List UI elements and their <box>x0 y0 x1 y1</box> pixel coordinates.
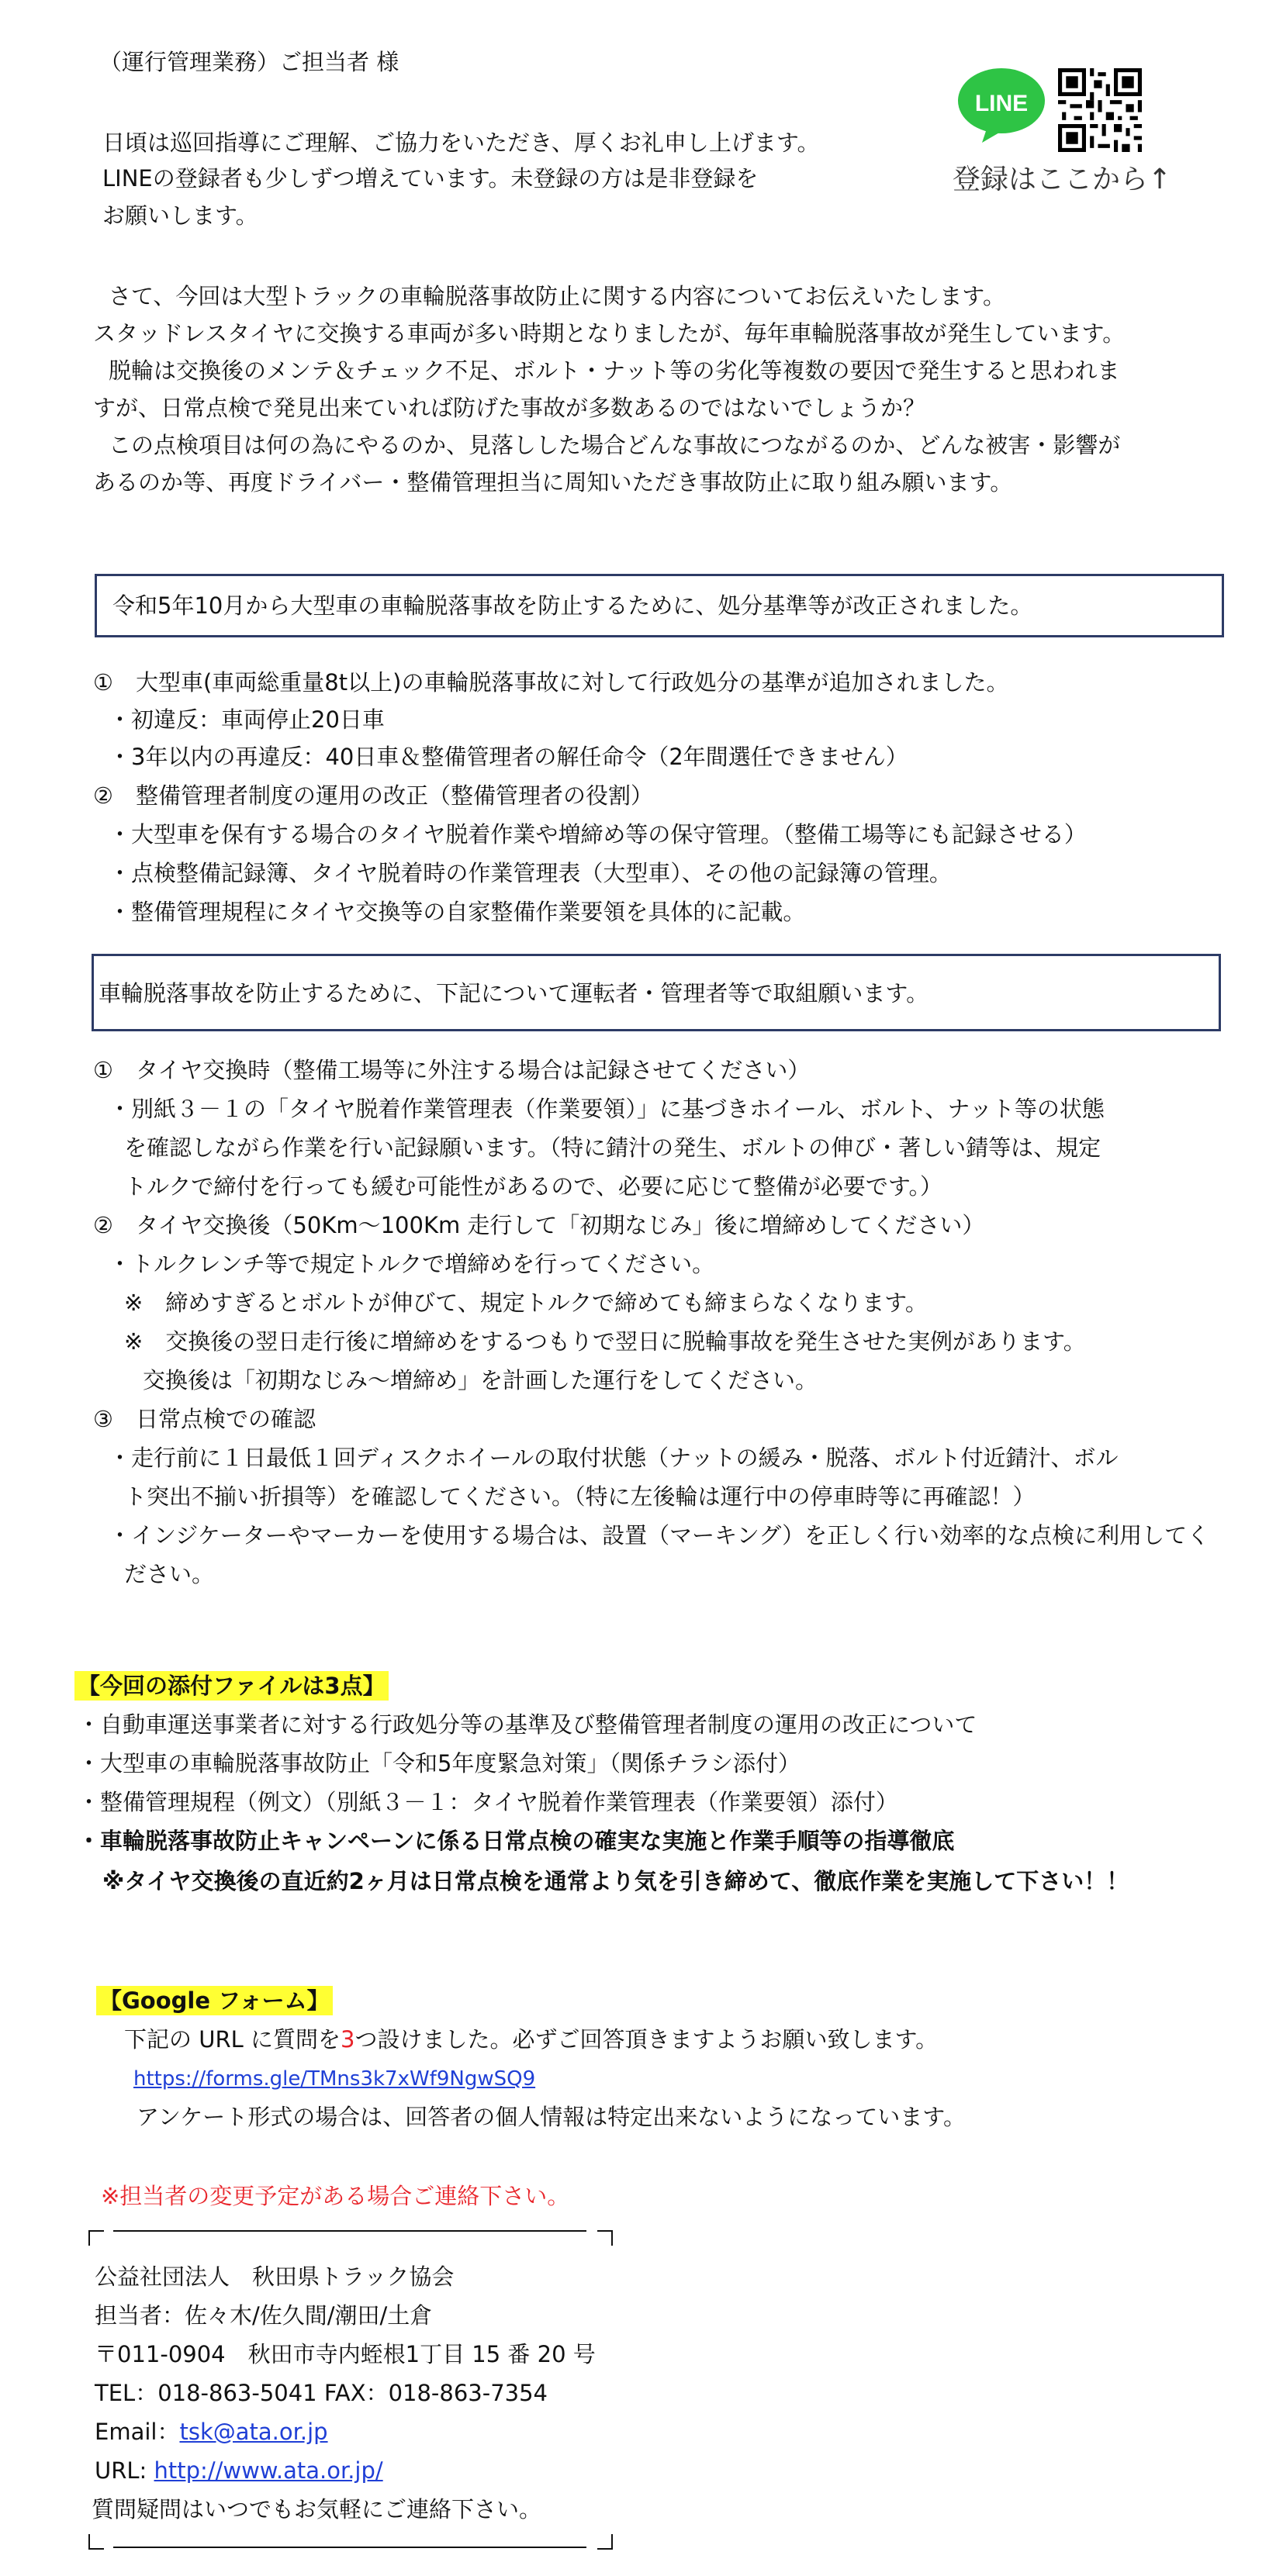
section1-item: ① 大型車(車両総重量8t以上)の車輪脱落事故に対して行政処分の基準が追加されました。 <box>93 669 1009 696</box>
contact-closing: 質問疑問はいつでもお気軽にご連絡下さい。 <box>92 2496 542 2522</box>
attachments-heading-text: 【今回の添付ファイルは3点】 <box>74 1671 389 1701</box>
section2-item: トルクで締付を行っても緩む可能性があるので、必要に応じて整備が必要です。） <box>124 1173 943 1200</box>
section1-item: ・点検整備記録簿、タイヤ脱着時の作業管理表（大型車）、その他の記録簿の管理。 <box>109 860 952 886</box>
section2-item: ② タイヤ交換後（50Km～100Km 走行して「初期なじみ」後に増締めしてください） <box>93 1212 985 1238</box>
body-line: さて、今回は大型トラックの車輪脱落事故防止に関する内容についてお伝えいたします。 <box>109 283 1005 309</box>
google-form-link[interactable]: https://forms.gle/TMns3k7xWf9NgwSQ9 <box>133 2067 536 2091</box>
divider-top <box>113 2230 586 2232</box>
bracket-top-right <box>597 2230 613 2246</box>
contact-email-label: Email： <box>95 2419 180 2445</box>
intro-line: LINEの登録者も少しずつ増えています。未登録の方は是非登録を <box>102 165 759 192</box>
section1-item: ・大型車を保有する場合のタイヤ脱着作業や増締め等の保守管理。（整備工場等にも記録させる） <box>109 821 1087 848</box>
section2-item: ださい。 <box>124 1561 215 1587</box>
google-form-instruction-pre: 下記の URL に質問を <box>124 2026 341 2053</box>
qr-code-icon[interactable] <box>1058 68 1142 152</box>
google-form-note: アンケート形式の場合は、回答者の個人情報は特定出来ないようになっています。 <box>137 2104 966 2130</box>
question-count: 3 <box>340 2026 355 2053</box>
attachment-item: ・大型車の車輪脱落事故防止「令和5年度緊急対策」（関係チラシ添付） <box>78 1750 801 1777</box>
section2-item: ※ 交換後の翌日走行後に増締めをするつもりで翌日に脱輪事故を発生させた実例があります。 <box>124 1328 1086 1355</box>
section2-item: ・別紙３－１の「タイヤ脱着作業管理表（作業要領）」に基づきホイール、ボルト、ナット等の状態 <box>109 1096 1105 1122</box>
section2-item: ※ 締めすぎるとボルトが伸びて、規定トルクで締めても締まらなくなります。 <box>124 1290 928 1316</box>
section2-item: ③ 日常点検での確認 <box>93 1406 316 1432</box>
body-line: すが、日常点検で発見出来ていれば防げた事故が多数あるのではないでしょうか？ <box>93 395 926 421</box>
contact-email-row <box>95 2421 328 2443</box>
contact-url-link[interactable]: http://www.ata.or.jp/ <box>154 2457 383 2484</box>
contact-email-link[interactable]: tsk@ata.or.jp <box>179 2419 328 2445</box>
google-form-instruction <box>124 2026 939 2053</box>
contact-org: 公益社団法人 秋田県トラック協会 <box>95 2263 455 2290</box>
contact-url-label: URL: <box>95 2457 154 2484</box>
section2-item: を確認しながら作業を行い記録願います。（特に錆汁の発生、ボルトの伸び・著しい錆等は、規定 <box>124 1134 1101 1161</box>
request-box <box>92 954 1221 1031</box>
contact-tel-fax: TEL：018-863-5041 FAX：018-863-7354 <box>95 2380 548 2406</box>
contact-address: 〒011-0904 秋田市寺内蛭根1丁目 15 番 20 号 <box>95 2341 596 2367</box>
body-line: あるのか等、再度ドライバー・整備管理担当に周知いただき事故防止に取り組み願います。 <box>93 469 1013 496</box>
section1-item: ・3年以内の再違反：40日車＆整備管理者の解任命令（2年間選任できません） <box>109 744 908 770</box>
bracket-bottom-right <box>597 2534 613 2550</box>
attachment-warning: ※タイヤ交換後の直近約2ヶ月は日常点検を通常より気を引き締めて、徹底作業を実施して下さい！！ <box>102 1868 1129 1894</box>
notice-box <box>95 574 1224 637</box>
bracket-bottom-left <box>88 2534 104 2550</box>
body-line: 脱輪は交換後のメンテ＆チェック不足、ボルト・ナット等の劣化等複数の要因で発生すると思われま <box>109 357 1120 384</box>
bracket-top-left <box>88 2230 104 2246</box>
google-form-heading-text: 【Google フォーム】 <box>96 1986 333 2015</box>
line-logo-text: LINE <box>974 91 1029 116</box>
attachment-item: ・車輪脱落事故防止キャンペーンに係る日常点検の確実な実施と作業手順等の指導徹底 <box>78 1828 955 1854</box>
section1-item: ・初違反：車両停止20日車 <box>109 706 385 733</box>
section2-item: 交換後は「初期なじみ～増締め」を計画した運行をしてください。 <box>143 1367 818 1393</box>
google-form-instruction-post: つ設けました。必ずご回答頂きますようお願い致します。 <box>354 2026 939 2053</box>
attachments-heading <box>74 1675 389 1697</box>
contact-change-notice: ※担当者の変更予定がある場合ご連絡下さい。 <box>101 2183 570 2209</box>
notice-box-text: 令和5年10月から大型車の車輪脱落事故を防止するために、処分基準等が改正されました。 <box>112 592 1033 619</box>
section2-item: ト突出不揃い折損等）を確認してください。（特に左後輪は運行中の停車時等に再確認！） <box>124 1483 1036 1510</box>
request-box-text: 車輪脱落事故を防止するために、下記について運転者・管理者等で取組願います。 <box>99 980 929 1007</box>
intro-line: お願いします。 <box>102 202 258 229</box>
section2-item: ・走行前に１日最低１回ディスクホイールの取付状態（ナットの緩み・脱落、ボルト付近錆汁、ボル <box>109 1445 1119 1471</box>
attachment-item: ・自動車運送事業者に対する行政処分等の基準及び整備管理者制度の運用の改正について <box>78 1711 977 1738</box>
section1-item: ・整備管理規程にタイヤ交換等の自家整備作業要領を具体的に記載。 <box>109 899 806 925</box>
section2-item: ・トルクレンチ等で規定トルクで増締めを行ってください。 <box>109 1251 715 1277</box>
divider-bottom <box>113 2547 586 2548</box>
google-form-heading <box>96 1987 333 2014</box>
body-line: この点検項目は何の為にやるのか、見落しした場合どんな事故につながるのか、どんな被害・影響が <box>109 432 1121 458</box>
section1-item: ② 整備管理者制度の運用の改正（整備管理者の役割） <box>93 782 653 809</box>
contact-url-row <box>95 2457 383 2484</box>
line-register-text[interactable]: 登録はここから↑ <box>953 164 1172 195</box>
section2-item: ① タイヤ交換時（整備工場等に外注する場合は記録させてください） <box>93 1057 811 1083</box>
intro-line: 日頃は巡回指導にご理解、ご協力をいただき、厚くお礼申し上げます。 <box>102 129 820 156</box>
section2-item: ・インジケーターやマーカーを使用する場合は、設置（マーキング）を正しく行い効率的な点検に利用してく <box>109 1522 1210 1549</box>
line-logo-icon[interactable] <box>956 68 1047 143</box>
contact-staff: 担当者：佐々木/佐久間/潮田/土倉 <box>95 2302 433 2329</box>
salutation: （運行管理業務）ご担当者 様 <box>99 49 399 75</box>
attachment-item: ・整備管理規程（例文）（別紙３－１：タイヤ脱着作業管理表（作業要領）添付） <box>78 1789 898 1815</box>
body-line: スタッドレスタイヤに交換する車両が多い時期となりましたが、毎年車輪脱落事故が発生しています。 <box>93 320 1126 347</box>
